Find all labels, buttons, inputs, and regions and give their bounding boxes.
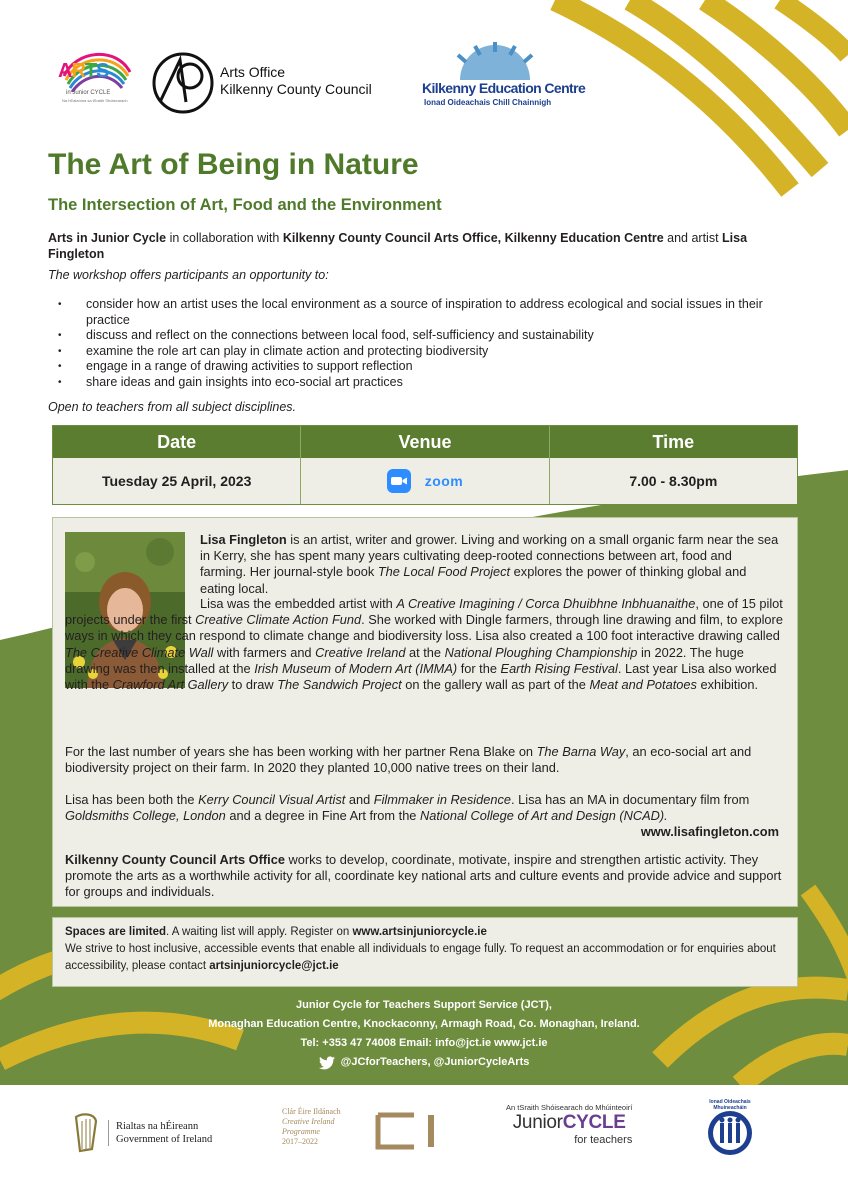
text-run: explores the power of thinking global and eating local. — [200, 564, 747, 596]
ci-line2 — [282, 1117, 372, 1127]
italic-text: Creative Ireland — [315, 644, 406, 660]
kec-irish-name: Ionad Oideachais Chill Chainnigh — [424, 98, 552, 107]
italic-text: Crawford Art Gallery — [112, 677, 229, 693]
footer-social — [319, 1053, 530, 1072]
zoom-wordmark: zoom — [424, 473, 464, 489]
text-run: and a degree in Fine Art from the — [225, 808, 420, 824]
cell-time: 7.00 - 8.30pm — [629, 473, 718, 489]
intro-org1: Arts in Junior Cycle — [48, 231, 167, 245]
bold-text: Lisa Fingleton — [200, 532, 287, 547]
text-run: . She worked with Dingle farmers, through line drawing and film, to explore ways in which they can respond to climate change and biodiversity loss. Lisa also created a 100 foot interactive drawing called — [65, 612, 783, 644]
jc-top-line: An tSraith Shóisearach do Mhúinteoirí — [506, 1103, 633, 1112]
social-handles[interactable]: @JCforTeachers, @JuniorCycleArts — [340, 1056, 530, 1068]
italic-text: Goldsmiths College, London — [65, 808, 226, 824]
junior-cycle-for-teachers-logo — [506, 1103, 632, 1146]
kec-name: Kilkenny Education Centre — [422, 80, 586, 96]
ci-line3-italic: Programme — [282, 1127, 320, 1136]
jc-wordmark — [506, 1112, 632, 1134]
arts-office-text — [220, 64, 372, 98]
italic-text: Earth Rising Festival — [500, 660, 618, 676]
text-run: in 2022. The huge drawing was then installed at the — [65, 644, 744, 676]
bio-paragraph-3 — [65, 744, 787, 776]
jc-word-cycle: CYCLE — [562, 1112, 626, 1133]
ci-line1: Clár Éire Ildánach — [282, 1107, 341, 1116]
italic-text: The Creative Climate Wall — [65, 644, 214, 660]
header-time: Time — [652, 432, 695, 452]
bold-text: artsinjuniorcycle@jct.ie — [209, 960, 339, 972]
bio-paragraph-4 — [65, 792, 787, 824]
twitter-bird-icon — [319, 1056, 335, 1070]
italic-text: The Barna Way — [536, 744, 626, 759]
bold-text: www.artsinjuniorcycle.ie — [352, 926, 487, 938]
header-date: Date — [53, 426, 301, 458]
artist-website-link[interactable]: www.lisafingleton.com — [640, 824, 779, 839]
list-item: • share ideas and gain insights into eco-social art practices — [58, 375, 778, 391]
text-run: Lisa was the embedded artist with — [200, 596, 397, 611]
footer-contact — [0, 996, 848, 1077]
gov-text — [108, 1120, 212, 1146]
text-run: , one of 15 pilot projects under the first — [65, 596, 783, 628]
gov-line1: Rialtas na hÉireann — [116, 1121, 199, 1132]
text-run: works to develop, coordinate, motivate, inspire and strengthen artistic activity. They promote the arts as a worthwhile activity for all, coordinate key national arts and culture events and provide advice and support for groups and individuals. — [65, 852, 782, 900]
footer-org: Junior Cycle for Teachers Support Service (JCT), — [296, 999, 552, 1011]
zoom-logo — [387, 469, 464, 493]
ci-line4: 2017–2022 — [282, 1137, 318, 1146]
footer-contact-line: Tel: +353 47 74008 Email: info@jct.ie www.jct.ie — [300, 1037, 548, 1049]
list-item: • consider how an artist uses the local environment as a source of inspiration to address ecological and social issues in their practice — [58, 297, 778, 328]
ci-text — [282, 1107, 372, 1147]
partner-logos-strip — [0, 1085, 848, 1200]
arts-logo-line2: Na hEalaíona sa tSraith Shóisearach — [62, 98, 128, 103]
open-to-note: Open to teachers from all subject disciplines. — [48, 400, 297, 414]
list-item: • engage in a range of drawing activities to support reflection — [58, 359, 778, 375]
zoom-camera-icon — [387, 469, 411, 493]
badge-arc-text: Ionad Oideachais Mhuineacháin — [709, 1099, 751, 1111]
notice-line-1 — [65, 924, 785, 941]
objectives-list — [58, 297, 778, 391]
text-run: Lisa has been both the — [65, 792, 199, 807]
text-run: at the — [405, 644, 445, 660]
cell-venue — [301, 458, 549, 504]
text-run: and — [345, 792, 374, 807]
text-run: is an artist, writer and grower. Living and working on a small organic farm near the sea in Kerry, she has spent many years cultivating deep-rooted connections between art, food and farming. Her journal-style book — [200, 532, 779, 580]
intro-org2: Kilkenny County Council Arts Office, Kilkenny Education Centre — [282, 231, 664, 245]
intro-text1: in collaboration with — [166, 231, 283, 245]
italic-text: Creative Climate Action Fund — [195, 612, 362, 628]
page-subtitle: The Intersection of Art, Food and the Environment — [48, 196, 442, 214]
ci-line3 — [282, 1127, 372, 1137]
text-run: for the — [457, 660, 501, 676]
arts-wordmark: ARTS — [58, 60, 109, 82]
text-run: to draw — [228, 677, 278, 693]
text-run: with farmers and — [213, 644, 316, 660]
italic-text: The Sandwich Project — [277, 677, 402, 693]
intro-text2: and artist — [663, 231, 723, 245]
text-run: . Lisa has an MA in documentary film from — [511, 792, 750, 807]
arts-office-mark-icon — [152, 52, 214, 114]
footer-address: Monaghan Education Centre, Knockaconny, Armagh Road, Co. Monaghan, Ireland. — [208, 1018, 640, 1030]
arts-office-logo — [152, 52, 412, 116]
bold-text: Spaces are limited — [65, 926, 166, 938]
text-run: . A waiting list will apply. Register on — [166, 926, 353, 938]
creative-ireland-mark-icon — [374, 1111, 446, 1151]
gold-arc-4 — [780, 0, 848, 55]
event-details-table — [52, 425, 798, 505]
bio-paragraph-2 — [65, 596, 787, 693]
text-run: For the last number of years she has been working with her partner Rena Blake on — [65, 744, 537, 759]
table-row — [53, 458, 797, 504]
text-run: on the gallery wall as part of the — [401, 677, 590, 693]
italic-text: National College of Art and Design (NCAD). — [419, 808, 668, 824]
text-run: , an eco-social art and biodiversity project on their farm. In 2020 they planted 10,000 native trees on their land. — [65, 744, 752, 776]
italic-text: The Local Food Project — [377, 564, 511, 580]
text-run: exhibition. — [696, 677, 759, 693]
italic-text: A Creative Imagining / Corca Dhuibhne Inbhuanaithe — [396, 596, 696, 611]
arts-office-paragraph — [65, 852, 787, 901]
italic-text: National Ploughing Championship — [444, 644, 638, 660]
notice-line-2 — [65, 941, 785, 975]
arts-logo-line1: in Junior CYCLE — [66, 90, 111, 96]
artist-bio-box — [52, 517, 798, 907]
table-header-row — [53, 426, 797, 458]
kilkenny-education-centre-logo — [420, 42, 586, 114]
italic-text: Kerry Council Visual Artist — [198, 792, 346, 807]
header-venue: Venue — [301, 426, 549, 458]
sunrise-icon — [420, 42, 570, 82]
intro-text — [48, 230, 768, 262]
cell-date: Tuesday 25 April, 2023 — [53, 458, 301, 504]
intro-artist: Lisa Fingleton — [48, 231, 748, 261]
government-of-ireland-logo — [72, 1113, 212, 1153]
text-run: . Last year Lisa also worked with the — [65, 660, 777, 693]
jc-word-junior: Junior — [512, 1112, 563, 1133]
arts-office-line1: Arts Office — [220, 64, 286, 80]
list-item: • discuss and reflect on the connections between local food, self-sufficiency and sustainability — [58, 328, 778, 344]
workshop-lead: The workshop offers participants an opportunity to: — [48, 268, 329, 282]
arts-office-line2: Kilkenny County Council — [220, 81, 372, 97]
italic-text: Irish Museum of Modern Art (IMMA) — [254, 660, 458, 676]
text-run: We strive to host inclusive, accessible events that enable all individuals to engage fully. To request an accommodation or for enquiries about accessibility, please contact — [65, 943, 776, 972]
arts-in-junior-cycle-logo — [56, 46, 136, 112]
registration-notice — [52, 917, 798, 987]
bio-paragraph-1 — [200, 532, 780, 597]
ci-line2-italic: Creative Ireland — [282, 1117, 335, 1126]
list-item: • examine the role art can play in climate action and protecting biodiversity — [58, 344, 778, 360]
bold-text: Kilkenny County Council Arts Office — [65, 852, 285, 867]
italic-text: Filmmaker in Residence — [373, 792, 512, 807]
jc-sub-line: for teachers — [574, 1134, 633, 1146]
gov-line2: Government of Ireland — [116, 1134, 213, 1145]
harp-icon — [72, 1113, 100, 1153]
italic-text: Meat and Potatoes — [589, 677, 697, 693]
page-title: The Art of Being in Nature — [48, 148, 419, 181]
